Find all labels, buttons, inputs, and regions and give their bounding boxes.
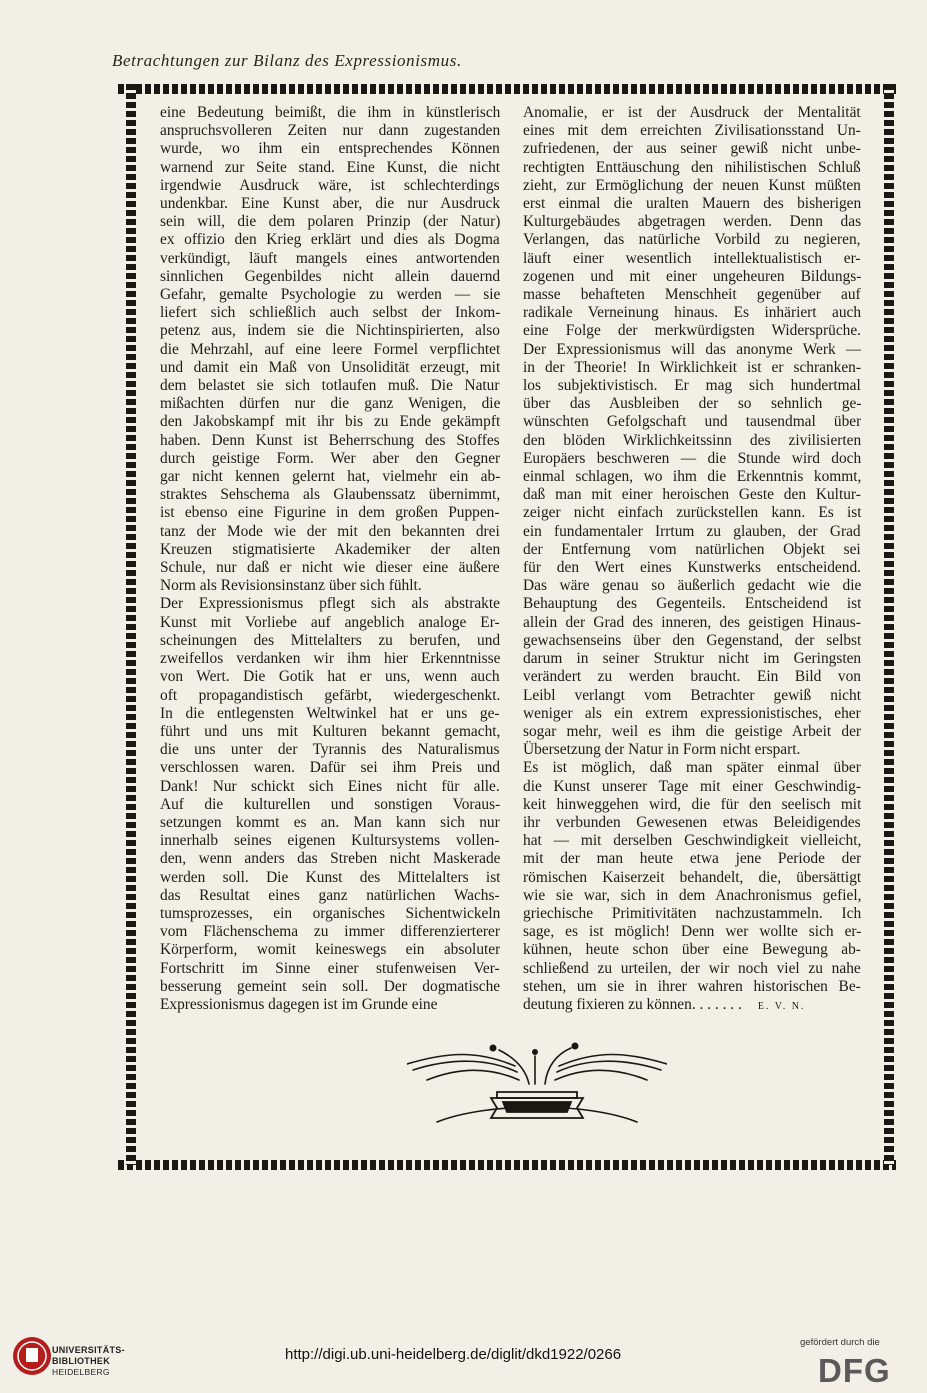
text-line: durch geistige Form. Wer aber den Gegner [160,449,500,467]
text-line: Das wäre genau so äußerlich gedacht wie die [523,577,861,595]
text-line: Schule, nur daß er nicht wie dieser eine äußere [160,559,500,577]
running-head: Betrachtungen zur Bilanz des Expressionismus. [112,51,462,70]
text-line: über das Ausbleiben der so sehnlich ge- [523,395,861,413]
text-line: einmal schlagen, wo ihm die Erkenntnis kommt, [523,468,861,486]
text-line: für den Wert eines Kunstwerks entscheidend. [523,559,861,577]
text-line: sage, es ist möglich! Denn wer wollte sich er- [523,923,861,941]
dfg-logo: DFG [818,1352,891,1389]
text-line: werden soll. Die Kunst des Mittelalters ist [160,868,500,886]
library-line-1: UNIVERSITÄTS- [52,1345,125,1355]
text-line: die Kunst unserer Tage mit einer Geschwindig- [523,777,861,795]
text-line: von Wert. Die Gotik hat er uns, wenn auch [160,668,500,686]
text-line: römischen Kaiserzeit behandelt, die, übersättigt [523,868,861,886]
text-line: eines mit dem erreichten Zivilisationsstand Un- [523,122,861,140]
text-line: zufriedenen, der aus seiner gewiß nicht unbe- [523,140,861,158]
text-line: liefert sich schließlich auch selbst der Inkom- [160,304,500,322]
text-line: zeiger nicht einfach zurückstellen kann. Es ist [523,504,861,522]
text-line: der Entfernung vom natürlichen Objekt sei [523,540,861,558]
vase-ornament [407,1036,667,1132]
text-line: verändert zu werden braucht. Ein Bild von [523,668,861,686]
text-line: Kulturgebäudes abgetragen werden. Denn das [523,213,861,231]
text-line: innerhalb seines eigenen Kultursystems vollen- [160,832,500,850]
text-line: allein der Grad des inneren, des geistigen Hinaus- [523,613,861,631]
text-line: daß man mit einer heroischen Geste den Kultur- [523,486,861,504]
right-column [523,104,861,1016]
text-line: warnend zur Seite stand. Eine Kunst, die nicht [160,158,500,176]
text-line: Expressionismus dagegen ist im Grunde eine [160,995,438,1013]
frame-top [118,84,896,94]
text-line: führt und uns mit Kulturen bekannt gemacht, [160,722,500,740]
text-line: ein fundamentaler Irrtum zu glauben, der Grad [523,522,861,540]
text-line: radikale Verneinung hinaus. Es inhäriert auch [523,304,861,322]
frame-bottom [118,1160,896,1170]
text-line: Fortschritt im Sinne einer stufenweisen Ver- [160,959,500,977]
frame-left [126,84,136,1165]
text-line: sinnlichen Gegenbildes nicht allein dauernd [160,267,500,285]
text-line: schließend zu urteilen, der wir noch viel zu nahe [523,959,861,977]
text-line: mit der man heute etwa jene Periode der [523,850,861,868]
author-signature: E. V. N. [757,1000,806,1012]
closing-line [523,996,861,1016]
text-line: die Mehrzahl, auf eine leere Formel verpflichtet [160,340,500,358]
text-line: Übersetzung der Natur in Form nicht erspart. [523,741,801,759]
text-line: sogar mehr, weil es ihm die geistige Arbeit der [523,722,861,740]
text-line: Europäers beschweren — die Stunde wird doch [523,449,861,467]
text-line: besserung gemeint sein soll. Der dogmatische [160,977,500,995]
text-line: vom Flächenschema zu immer differenzierterer [160,923,500,941]
closing-text: deutung fixieren zu können. . . . . . . [523,995,742,1013]
text-line: erst einmal die uralten Mauern des bisherigen [523,195,861,213]
text-line: anspruchsvolleren Zeiten nur dann zugestanden [160,122,500,140]
text-line: Kunst mit Vorliebe auf angeblich analoge Er- [160,613,500,631]
text-line: die uns unter der Tyrannis des Naturalismus [160,741,500,759]
text-line: hat — mit derselben Geschwindigkeit vielleicht, [523,832,861,850]
text-line: undenkbar. Eine Kunst aber, die nur Ausdruck [160,195,500,213]
text-line: scheinungen des Mittelalters zu berufen, und [160,631,500,649]
text-line: Leibl verlangt vom Betrachter gewiß nicht [523,686,861,704]
library-line-2: BIBLIOTHEK [52,1356,110,1366]
text-line: den, wenn anders das Streben nicht Maskerade [160,850,500,868]
library-name [52,1345,125,1378]
text-line: oft propagandistisch gefärbt, wiedergeschenkt. [160,686,500,704]
text-line: verschlossen waren. Dafür sei ihm Preis und [160,759,500,777]
text-line: Auf die kulturellen und sonstigen Voraus- [160,795,500,813]
text-line: tanz der Mode wie der mit den bekannten drei [160,522,500,540]
text-line: haben. Denn Kunst ist Beherrschung des Stoffes [160,431,500,449]
text-line: zogenen und mit einer ungeheuren Bildungs- [523,267,861,285]
text-line: zieht, zur Ermöglichung der neuen Kunst müßten [523,176,861,194]
frame-right [884,84,894,1165]
text-line: das Resultat eines ganz natürlichen Wachs- [160,886,500,904]
text-line: Der Expressionismus pflegt sich als abstrakte [160,595,500,613]
text-line: weniger als ein extrem expressionistisches, eher [523,704,861,722]
text-line: in der Theorie! In Wirklichkeit ist er schranken- [523,358,861,376]
text-line: läuft einer wesentlich intellektualistisch er- [523,249,861,267]
text-line: wie sie war, sich in dem Anachronismus gefiel, [523,886,861,904]
text-line: keit hinweggehen wird, die für den seelisch mit [523,795,861,813]
text-line: gar nicht kennen gelernt hat, vielmehr ein ab- [160,468,500,486]
text-line: In die entlegensten Weltwinkel hat er uns ge- [160,704,500,722]
text-line: Der Expressionismus will das anonyme Werk — [523,340,861,358]
library-line-3: HEIDELBERG [52,1367,110,1377]
text-line: tumsprozesses, ein organisches Sichentwickeln [160,904,500,922]
funding-note: gefördert durch die [800,1337,880,1348]
text-line: ihr verbunden Gewesenen etwas Beleidigendes [523,813,861,831]
text-line: Verlangen, das natürliche Vorbild zu negieren, [523,231,861,249]
text-line: petenz aus, indem sie die Nichtinspirierten, also [160,322,500,340]
text-line: setzungen kommt es an. Man kann sich nur [160,813,500,831]
text-line: Es ist möglich, daß man später einmal über [523,759,861,777]
text-line: eine Bedeutung beimißt, die ihm in künstlerisch [160,104,500,121]
text-line: Dank! Nur schickt sich Eines nicht für alle. [160,777,500,795]
text-line: darum in seiner Struktur nicht im Geringsten [523,650,861,668]
text-line: sein will, die dem polaren Prinzip (der Natur) [160,213,500,231]
text-line: ist ebenso eine Figurine in dem großen Puppen- [160,504,500,522]
text-line: Gefahr, gemalte Psychologie zu werden — sie [160,286,500,304]
text-line: griechische Primitivitäten nachzustammeln. Ich [523,904,861,922]
text-line: zweifellos verdanken wir ihm hier Erkenntnisse [160,650,500,668]
text-line: gewachsenseins über den Gegenstand, der selbst [523,631,861,649]
text-line: eine Folge der merkwürdigsten Widersprüche. [523,322,861,340]
source-url-link[interactable]: http://digi.ub.uni-heidelberg.de/diglit/dkd1922/0266 [285,1346,622,1363]
text-line: straktes Sehschema als Glaubenssatz übernimmt, [160,486,500,504]
text-line: und damit ein Maß von Unsolidität erzeugt, mit [160,358,500,376]
text-line: verkündigt, läuft mangels eines antwortenden [160,249,500,267]
text-line: kühnen, heute schon über eine Bewegung ab- [523,941,861,959]
text-line: wurde, wo ihm ein entsprechendes Können [160,140,500,158]
text-line: Behauptung des Gegenteils. Entscheidend ist [523,595,861,613]
text-line: wünschten Gefolgschaft und tausendmal über [523,413,861,431]
left-column [160,104,500,1014]
text-line: ex offizio den Krieg erklärt und dies als Dogma [160,231,500,249]
text-line: stehen, um sie in ihrer wahren historischen Be- [523,977,861,995]
text-line: mißachten dürfen nur die ganz Wenigen, die [160,395,500,413]
text-line: Anomalie, er ist der Ausdruck der Mentalität [523,104,861,121]
text-line: masse behafteten Menschheit gegenüber auf [523,286,861,304]
text-line: irgendwie Ausdruck wäre, ist schlechterdings [160,176,500,194]
text-line: dem belastet sie sich totlaufen muß. Die Natur [160,377,500,395]
text-line: den Jakobskampf mit ihr bis zu Ende gekämpft [160,413,500,431]
text-line: Norm als Revisionsinstanz über sich fühlt. [160,577,422,595]
text-line: Kreuzen stigmatisierte Akademiker der alten [160,540,500,558]
text-line: los subjektivistisch. Er mag sich hundertmal [523,377,861,395]
text-line: rechtigten Enttäuschung den nihilistischen Schluß [523,158,861,176]
text-line: den blöden Wirklichkeitssinn des zivilisierten [523,431,861,449]
text-line: Körperform, womit keineswegs ein absoluter [160,941,500,959]
